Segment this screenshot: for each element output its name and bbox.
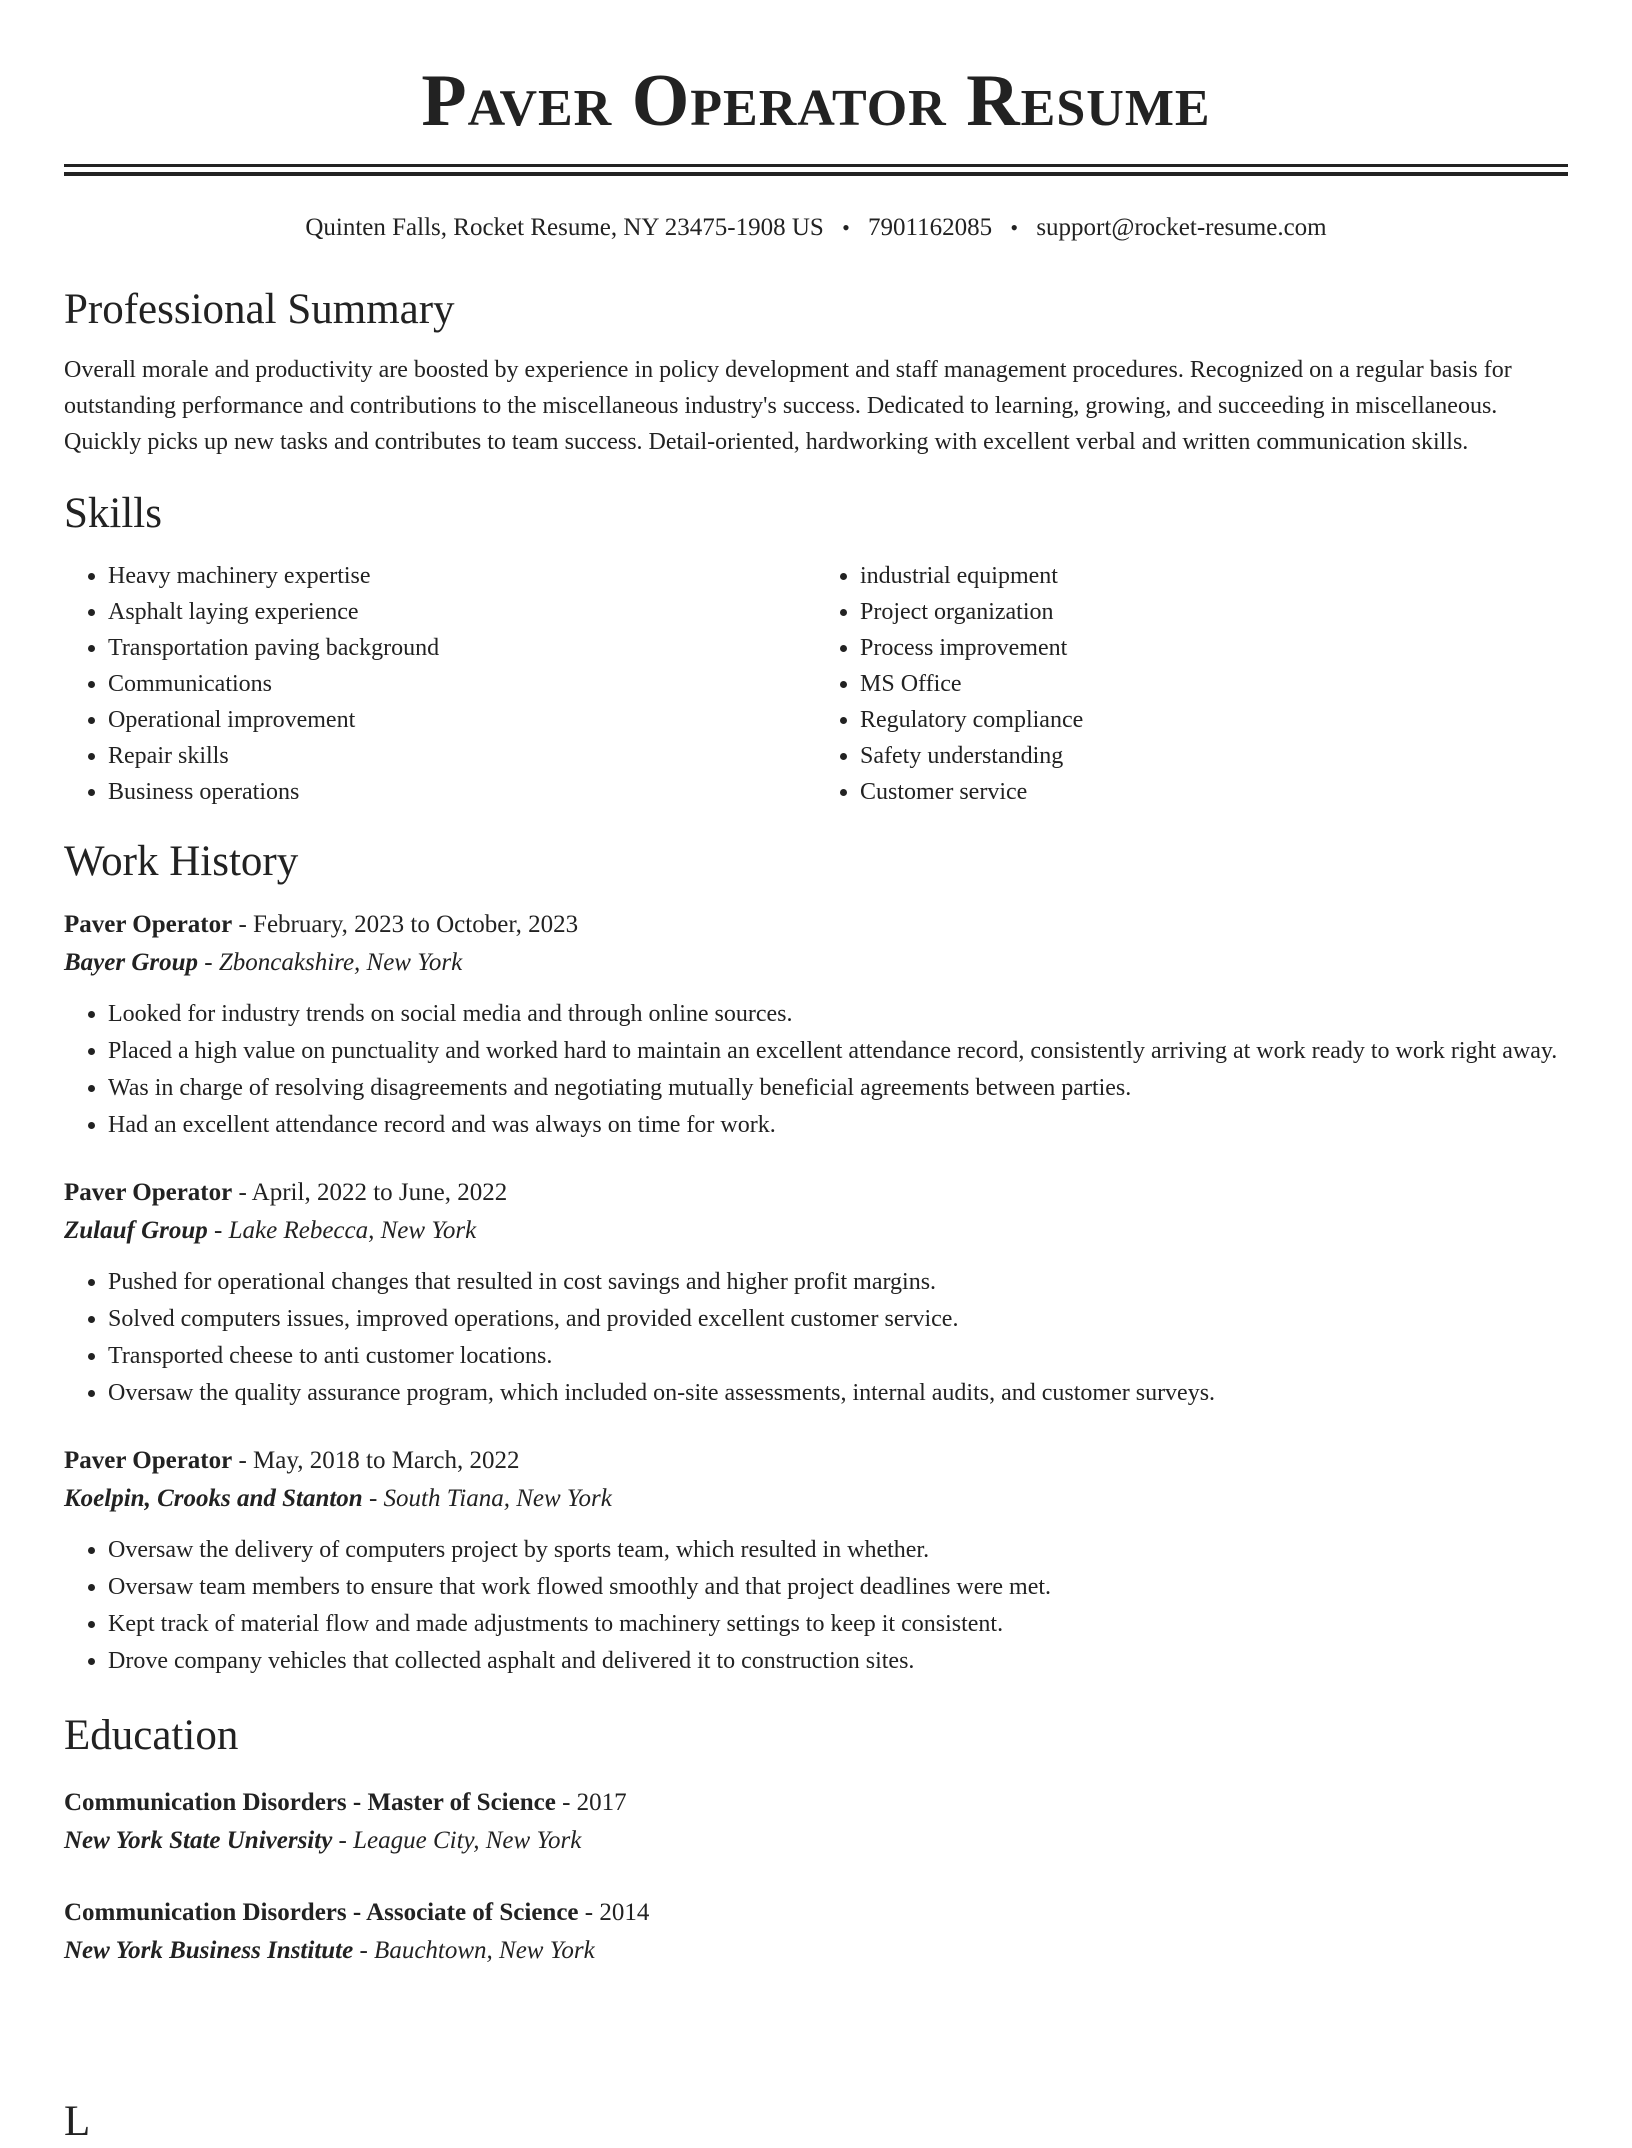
education-location: - League City, New York xyxy=(332,1827,582,1854)
education-entry xyxy=(64,1784,1568,1860)
contact-phone: 7901162085 xyxy=(868,214,993,241)
job-title: Paver Operator xyxy=(64,911,233,938)
job-bullet: • Kept track of material flow and made adjustments to machinery settings to keep it consistent. xyxy=(108,1606,1568,1643)
education-degree: Communication Disorders - Associate of Science xyxy=(64,1899,579,1926)
education-school: New York Business Institute xyxy=(64,1937,354,1964)
skill-item: • Safety understanding xyxy=(860,738,1568,774)
job-title: Paver Operator xyxy=(64,1179,233,1206)
education-degree-line xyxy=(64,1784,1568,1822)
education-year: - 2017 xyxy=(555,1789,627,1816)
job-dates: - April, 2022 to June, 2022 xyxy=(232,1179,508,1206)
job-title-line xyxy=(64,1442,1568,1480)
job-entry xyxy=(64,1174,1568,1412)
job-title-line xyxy=(64,906,1568,944)
next-section-heading-partial: L xyxy=(64,2098,91,2145)
job-company: Koelpin, Crooks and Stanton xyxy=(64,1485,363,1512)
job-dates: - May, 2018 to March, 2022 xyxy=(232,1447,520,1474)
skill-item: • Project organization xyxy=(860,594,1568,630)
job-location: - South Tiana, New York xyxy=(362,1485,612,1512)
job-location: - Lake Rebecca, New York xyxy=(207,1217,477,1244)
skill-item: • Communications xyxy=(108,666,816,702)
skill-item: • Asphalt laying experience xyxy=(108,594,816,630)
contact-address: Quinten Falls, Rocket Resume, NY 23475-1908 US xyxy=(305,214,824,241)
education-school-line xyxy=(64,1932,1568,1970)
skill-item: • Regulatory compliance xyxy=(860,702,1568,738)
education-location: - Bauchtown, New York xyxy=(353,1937,595,1964)
skills-grid xyxy=(64,558,1568,810)
skill-item: • Operational improvement xyxy=(108,702,816,738)
work-history-heading: Work History xyxy=(64,838,299,885)
skill-item: • Customer service xyxy=(860,774,1568,810)
skill-item: • industrial equipment xyxy=(860,558,1568,594)
job-company-line xyxy=(64,1212,1568,1250)
job-company-line xyxy=(64,944,1568,982)
skills-heading: Skills xyxy=(64,490,162,537)
job-bullets xyxy=(64,996,1568,1144)
job-bullets xyxy=(64,1264,1568,1412)
summary-heading: Professional Summary xyxy=(64,286,455,333)
job-dates: - February, 2023 to October, 2023 xyxy=(232,911,579,938)
job-bullet: • Had an excellent attendance record and was always on time for work. xyxy=(108,1107,1568,1144)
contact-separator: • xyxy=(1010,215,1019,240)
job-company: Zulauf Group xyxy=(64,1217,208,1244)
education-heading: Education xyxy=(64,1712,239,1759)
skill-item: • MS Office xyxy=(860,666,1568,702)
job-title: Paver Operator xyxy=(64,1447,233,1474)
education-entry xyxy=(64,1894,1568,1970)
education-year: - 2014 xyxy=(578,1899,650,1926)
skills-left-column xyxy=(64,558,816,810)
job-bullet: • Looked for industry trends on social media and through online sources. xyxy=(108,996,1568,1033)
job-bullet: • Transported cheese to anti customer locations. xyxy=(108,1338,1568,1375)
job-company-line xyxy=(64,1480,1568,1518)
job-company: Bayer Group xyxy=(64,949,199,976)
job-entry xyxy=(64,906,1568,1144)
education-degree: Communication Disorders - Master of Science xyxy=(64,1789,556,1816)
job-bullet: • Solved computers issues, improved operations, and provided excellent customer service. xyxy=(108,1301,1568,1338)
job-bullet: • Drove company vehicles that collected asphalt and delivered it to construction sites. xyxy=(108,1643,1568,1680)
title-divider-bottom xyxy=(64,172,1568,176)
contact-line xyxy=(64,212,1568,244)
job-bullet: • Oversaw the quality assurance program, which included on-site assessments, internal audits, and customer surveys. xyxy=(108,1375,1568,1412)
education-school-line xyxy=(64,1822,1568,1860)
job-bullet: • Placed a high value on punctuality and worked hard to maintain an excellent attendance record, consistently arriving at work ready to work right away. xyxy=(108,1033,1568,1070)
job-bullets xyxy=(64,1532,1568,1680)
job-bullet: • Oversaw the delivery of computers project by sports team, which resulted in whether. xyxy=(108,1532,1568,1569)
skills-right-column xyxy=(816,558,1568,810)
contact-email: support@rocket-resume.com xyxy=(1036,214,1327,241)
summary-text: Overall morale and productivity are boosted by experience in policy development and staff management procedures. Recognized on a regular basis for outstanding performance and contributions to the miscellaneous industry's success. Dedicated to learning, growing, and succeeding in miscellaneous. Quickly picks up new tasks and contributes to team success. Detail-oriented, hardworking with excellent verbal and written communication skills. xyxy=(64,357,1512,455)
job-location: - Zboncakshire, New York xyxy=(198,949,463,976)
job-bullet: • Pushed for operational changes that resulted in cost savings and higher profit margins. xyxy=(108,1264,1568,1301)
resume-title: Paver Operator Resume xyxy=(421,60,1211,142)
job-title-line xyxy=(64,1174,1568,1212)
education-degree-line xyxy=(64,1894,1568,1932)
skill-item: • Business operations xyxy=(108,774,816,810)
skill-item: • Process improvement xyxy=(860,630,1568,666)
contact-separator: • xyxy=(842,215,850,240)
skill-item: • Repair skills xyxy=(108,738,816,774)
job-entry xyxy=(64,1442,1568,1680)
skill-item: • Transportation paving background xyxy=(108,630,816,666)
job-bullet: • Was in charge of resolving disagreements and negotiating mutually beneficial agreements between parties. xyxy=(108,1070,1568,1107)
title-divider-top xyxy=(64,164,1568,167)
skill-item: • Heavy machinery expertise xyxy=(108,558,816,594)
education-school: New York State University xyxy=(64,1827,333,1854)
job-bullet: • Oversaw team members to ensure that work flowed smoothly and that project deadlines were met. xyxy=(108,1569,1568,1606)
